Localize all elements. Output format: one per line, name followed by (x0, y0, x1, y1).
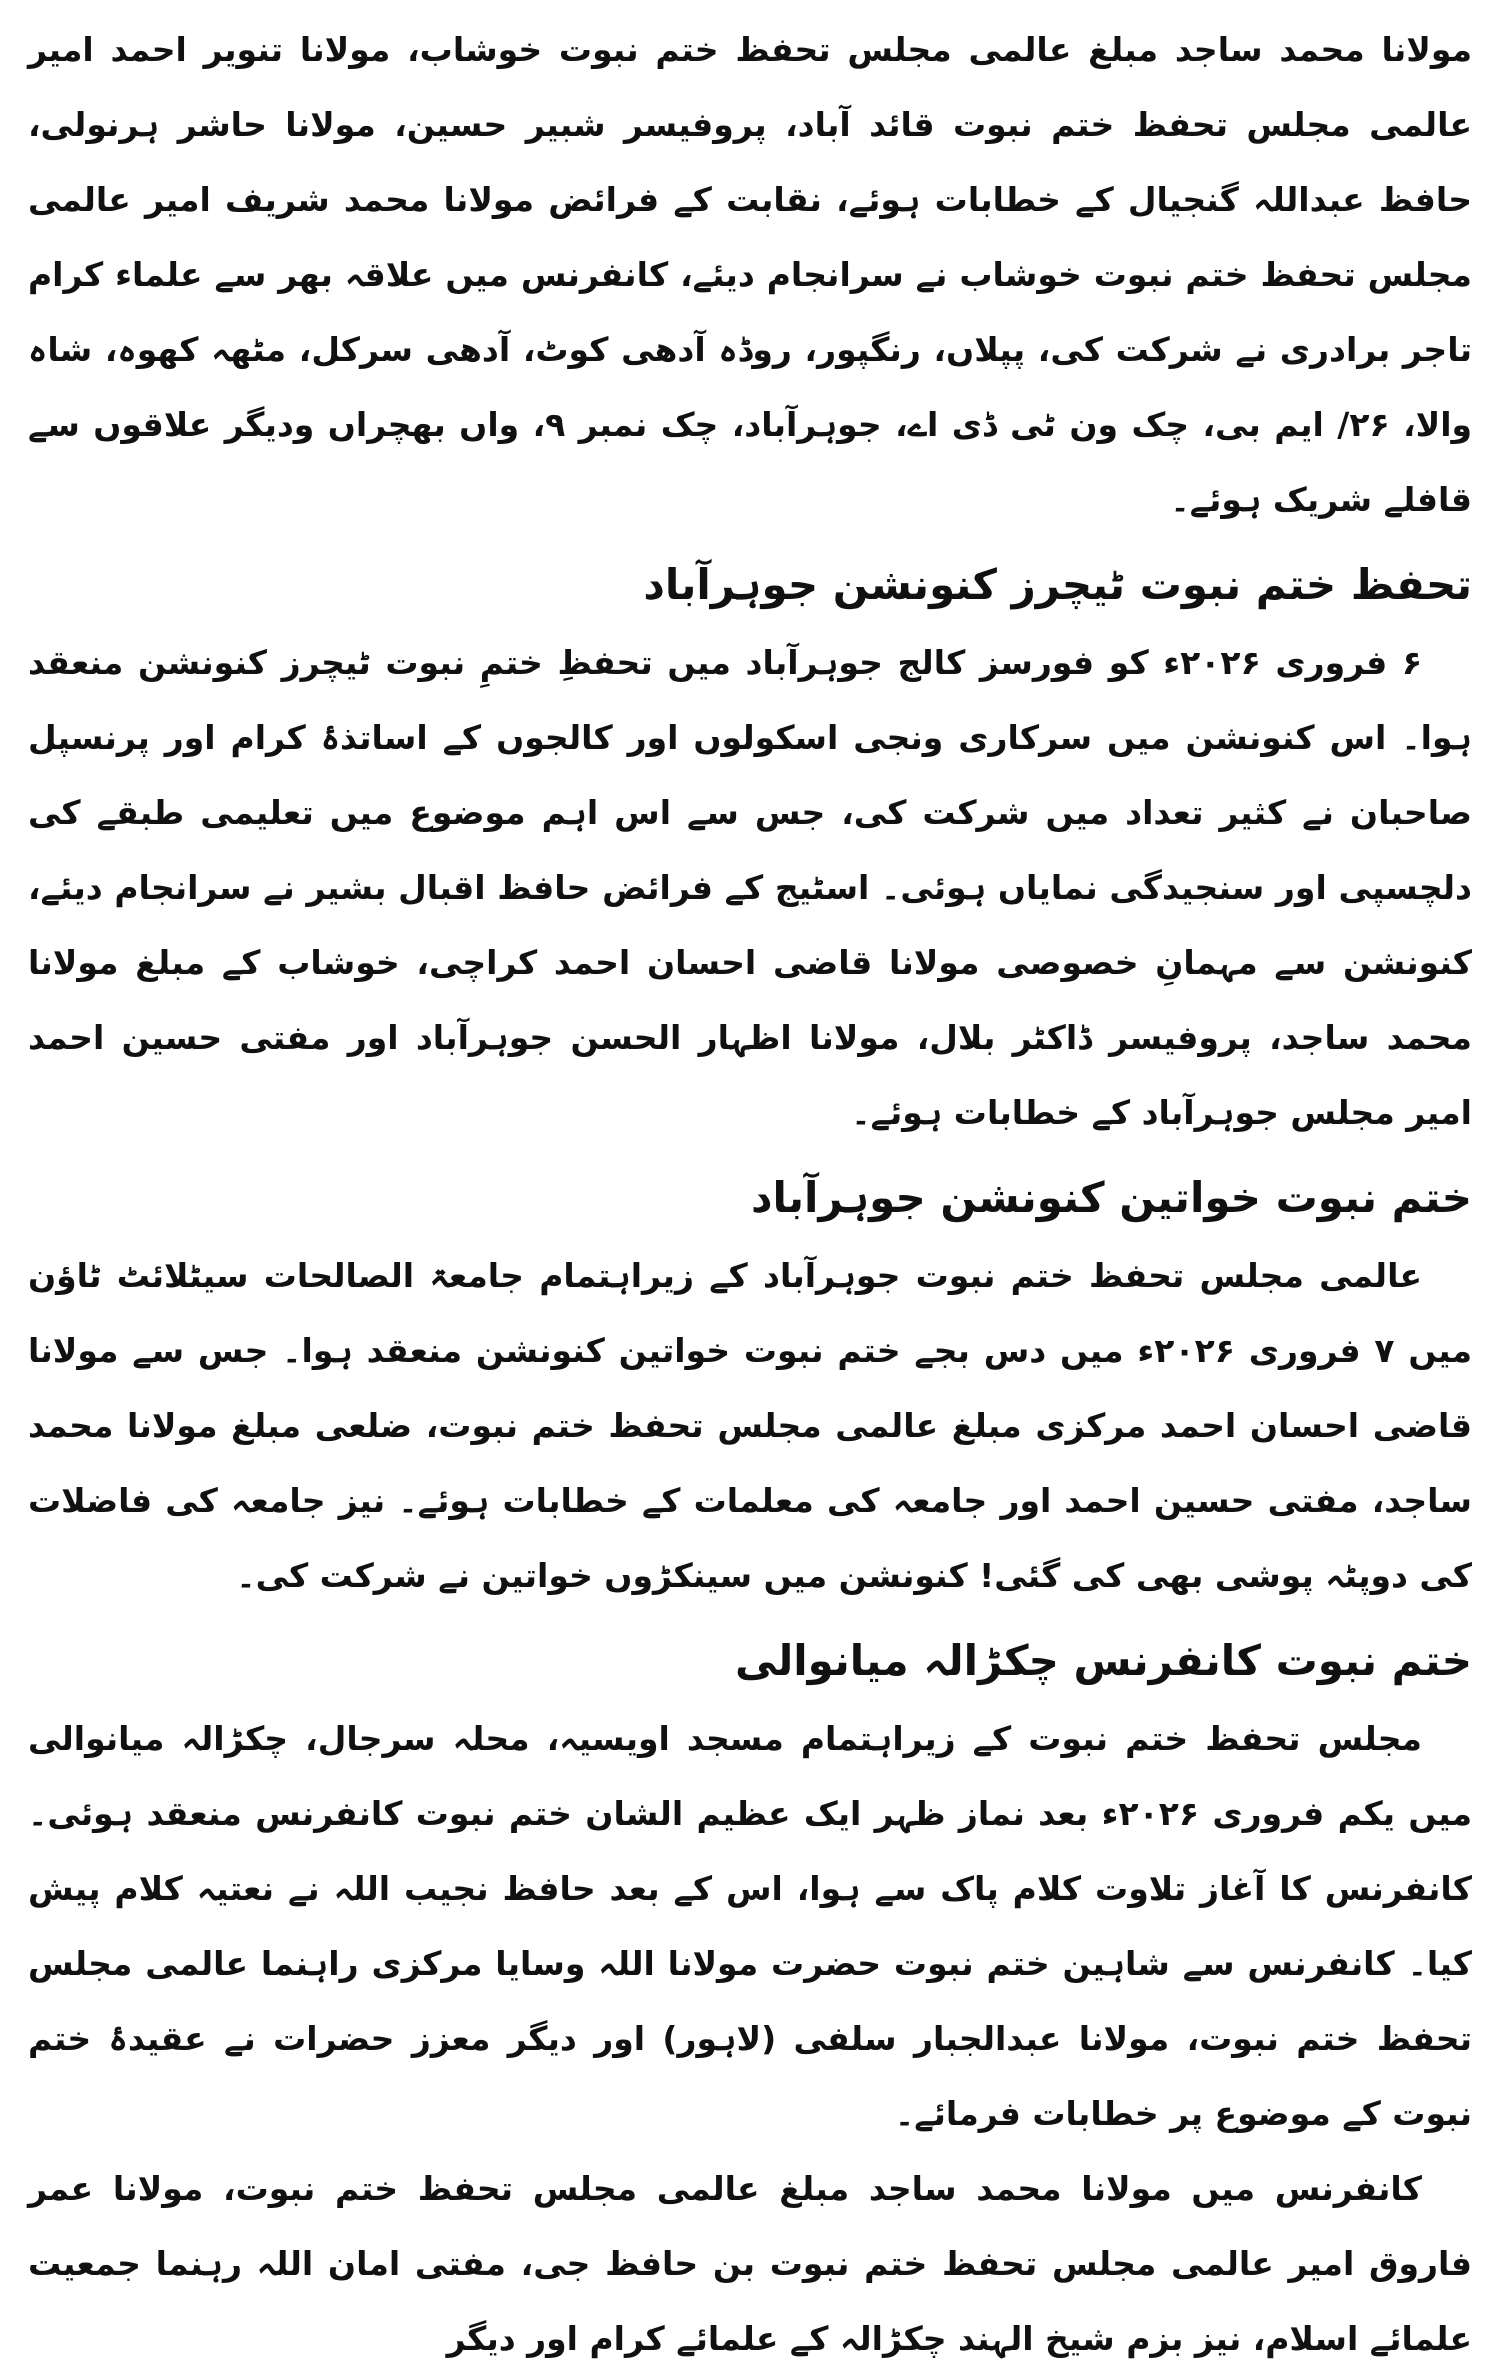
heading-women-convention: ختم نبوت خواتین کنونشن جوہرآباد (750, 1173, 1472, 1222)
paragraph-chakrala-conference: مجلس تحفظ ختم نبوت کے زیراہتمام مسجد اویسیہ، محلہ سرجال، چکڑالہ میانوالی میں یکم فروری ۲۰۲۶ء بعد نماز ظہر ایک عظیم الشان ختم نبوت کانفرنس منعقد ہوئی۔ کانفرنس کا آغاز تلاوت کلام پاک سے ہوا، اس کے بعد حافظ نجیب اللہ نے نعتیہ کلام پیش کیا۔ کانفرنس سے شاہین ختم نبوت حضرت مولانا اللہ وسایا مرکزی راہنما عالمی مجلس تحفظ ختم نبوت، مولانا عبدالجبار سلفی (لاہور) اور دیگر معزز حضرات نے عقیدۂ ختم نبوت کے موضوع پر خطابات فرمائے۔ (28, 1719, 1472, 2133)
heading-chakrala-conference: ختم نبوت کانفرنس چکڑالہ میانوالی (734, 1636, 1472, 1685)
paragraph-women-convention: عالمی مجلس تحفظ ختم نبوت جوہرآباد کے زیراہتمام جامعۃ الصالحات سیٹلائٹ ٹاؤن میں ۷ فروری ۲۰۲۶ء میں دس بجے ختم نبوت خواتین کنونشن منعقد ہوا۔ جس سے مولانا قاضی احسان احمد مرکزی مبلغ عالمی مجلس تحفظ ختم نبوت، ضلعی مبلغ مولانا محمد ساجد، مفتی حسین احمد اور جامعہ کی معلمات کے خطابات ہوئے۔ نیز جامعہ کی فاضلات کی دوپٹہ پوشی بھی کی گئی! کنونشن میں سینکڑوں خواتین نے شرکت کی۔ (28, 1256, 1473, 1595)
heading-teachers-convention: تحفظ ختم نبوت ٹیچرز کنونشن جوہرآباد (643, 560, 1472, 609)
paragraph-conference-speakers: مولانا محمد ساجد مبلغ عالمی مجلس تحفظ ختم نبوت خوشاب، مولانا تنویر احمد امیر عالمی مجلس تحفظ ختم نبوت قائد آباد، پروفیسر شبیر حسین، مولانا حاشر ہرنولی، حافظ عبداللہ گنجیال کے خطابات ہوئے، نقابت کے فرائض مولانا محمد شریف امیر عالمی مجلس تحفظ ختم نبوت خوشاب نے سرانجام دیئے، کانفرنس میں علاقہ بھر سے علماء کرام تاجر برادری نے شرکت کی، پپلاں، رنگپور، روڈہ آدھی کوٹ، آدھی سرکل، مٹھہ کھوہ، شاہ والا، ۲۶/ ایم بی، چک ون ٹی ڈی اے، جوہرآباد، چک نمبر ۹، واں بھچراں ودیگر علاقوں سے قافلے شریک ہوئے۔ (28, 30, 1473, 519)
paragraph-teachers-convention: ۶ فروری ۲۰۲۶ء کو فورسز کالج جوہرآباد میں تحفظِ ختمِ نبوت ٹیچرز کنونشن منعقد ہوا۔ اس کنونشن میں سرکاری ونجی اسکولوں اور کالجوں کے اساتذۂ کرام اور پرنسپل صاحبان نے کثیر تعداد میں شرکت کی، جس سے اس اہم موضوع میں تعلیمی طبقے کی دلچسپی اور سنجیدگی نمایاں ہوئی۔ اسٹیج کے فرائض حافظ اقبال بشیر نے سرانجام دیئے، کنونشن سے مہمانِ خصوصی مولانا قاضی احسان احمد کراچی، خوشاب کے مبلغ مولانا محمد ساجد، پروفیسر ڈاکٹر بلال، مولانا اظہار الحسن جوہرآباد اور مفتی حسین احمد امیر مجلس جوہرآباد کے خطابات ہوئے۔ (28, 643, 1472, 1132)
paragraph-chakrala-attendees: کانفرنس میں مولانا محمد ساجد مبلغ عالمی مجلس تحفظ ختم نبوت، مولانا عمر فاروق امیر عالمی مجلس تحفظ ختم نبوت بن حافظ جی، مفتی امان اللہ رہنما جمعیت علمائے اسلام، نیز بزم شیخ الہند چکڑالہ کے علمائے کرام اور دیگر (28, 2169, 1472, 2358)
